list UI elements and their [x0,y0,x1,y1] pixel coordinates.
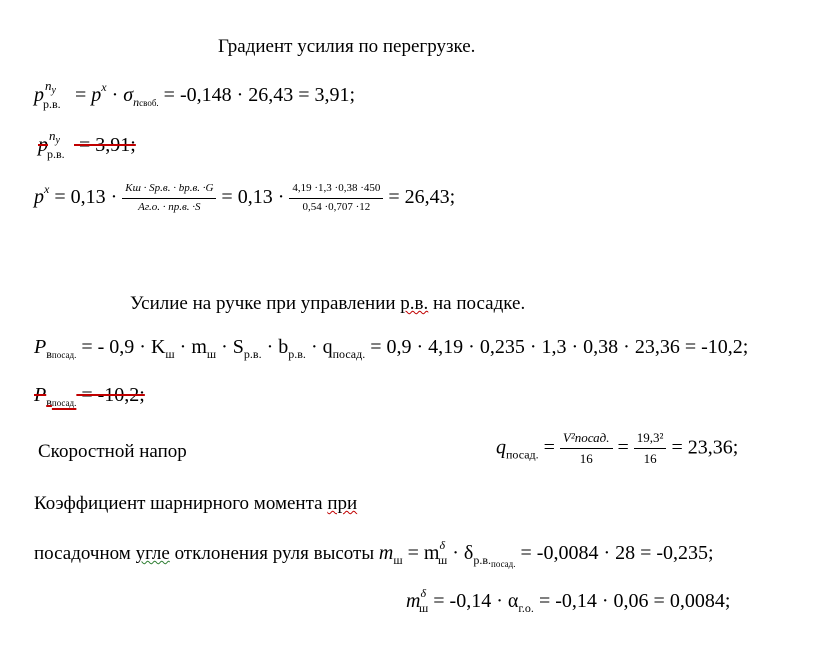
line-hinge-moment [34,493,357,515]
line8-sup-delta: δ [439,538,446,552]
line-landing-angle [34,538,714,569]
eq5-struck [34,384,145,409]
line8-m: m [378,542,394,564]
label-dynamic-pressure-text: Скоростной напор [38,441,187,462]
heading-force-rv: р.в. [400,293,429,314]
eq4-sub-sh2: ш [206,347,217,361]
eq4-rhs: = 0,9 · 4,19 · 0,235 · 1,3 · 0,38 · 23,36 = -10,2; [365,336,749,358]
line8-pre: посадочном [34,543,136,564]
eq1-sup-n: $n_y$ [45,78,56,96]
eq4-m: · m [174,336,207,358]
line8-sub-sh2: ш [438,553,448,567]
line8-sub-rv: р.в. [473,553,492,567]
eq6-sub-posad: посад. [506,447,539,462]
eq9-rhs: = -0,14 · 0,06 = 0,0084; [533,590,731,612]
eq1-x: x [101,80,107,94]
heading-force [130,293,525,315]
eq6-frac2-numerator: 19,3² [634,430,667,449]
eq3-x: x [44,182,50,196]
eq6-eq: = [538,436,560,459]
label-dynamic-pressure [38,441,187,463]
eq3-mid: = 0,13 · [216,186,290,208]
line7-pri: при [327,493,358,514]
eq3-frac2-denominator: 0,54 ·0,707 ·12 [302,200,371,213]
eq4-s: · S [216,336,244,358]
eq4-P: P [34,336,47,358]
eq6-q: q [496,436,506,459]
eq4-b: · b [261,336,289,358]
eq3-frac1-denominator: Aг.о. · nр.в. ·S [138,200,201,213]
line7-pre: Коэффициент шарнирного момента [34,493,328,514]
eq4-body: = - 0,9 · K [76,336,166,358]
heading-gradient [218,36,475,58]
eq6-fraction-symbolic [560,430,613,468]
eq6-eq2: = [612,436,634,459]
eq1-sigma: σ [123,84,134,106]
eq1-eq: = [70,84,92,106]
line8-rhs: = -0,0084 · 28 = -0,235; [515,542,714,564]
equation-3 [34,182,455,215]
line8-ugle: угле [135,543,170,564]
eq6-frac2-denominator: 16 [643,451,657,467]
line8-sub-sh: ш [393,553,403,567]
eq2-sub-rv: р.в. [47,147,65,161]
eq2-struck [38,128,136,161]
eq2-p-indices [47,128,74,161]
eq3-rhs: = 26,43; [383,186,456,208]
heading-gradient-text: Градиент усилия по перегрузке. [218,36,476,57]
eq2-sup-n: $n_y$ [49,128,60,146]
eq5-sub-posad: посад. [51,398,77,408]
eq1-dot: · [106,84,124,106]
eq6-fraction-numeric [634,430,667,468]
eq3-fraction-numeric [289,182,383,215]
eq6-frac1-denominator: 16 [579,451,593,467]
equation-2 [38,128,136,161]
eq4-q: · q [305,336,333,358]
eq4-sub-posad2: посад. [332,347,366,361]
eq4-sub-sh: ш [165,347,175,361]
eq5-rhs: = -10,2; [76,384,145,406]
line8-eq: = m [402,542,440,564]
eq3-p: p [34,186,44,208]
equation-6 [496,430,738,468]
eq4-sub-rv2: р.в. [288,347,306,361]
eq6-rhs: = 23,36; [666,436,739,459]
eq4-sub-v: в [46,347,52,361]
eq1-p: p [34,84,44,106]
eq9-sub-go: г.о. [518,601,534,615]
eq5-P: P [34,384,47,406]
eq3-frac2-numerator: 4,19 ·1,3 ·0,38 ·450 [289,182,383,199]
eq6-frac1-numerator: V²посад. [560,430,613,449]
eq5-sub-v: в [46,395,52,409]
eq4-sub-posad: посад. [51,350,77,360]
eq9-sub-sh: ш [419,601,429,615]
eq9-m: m [406,590,421,612]
eq2-rhs: = 3,91; [74,134,136,156]
line8-delta: · δ [447,542,474,564]
equation-4 [34,336,748,362]
eq1-rhs: = -0,148 · 26,43 = 3,91; [158,84,356,106]
eq1-sub-rv: р.в. [43,97,61,111]
equation-1 [34,80,355,110]
eq3-frac1-numerator: Kш · Sр.в. · bр.в. ·G [122,182,216,199]
eq3-pre: = 0,13 · [49,186,123,208]
equation-5 [34,384,145,410]
line8-post: отклонения руля высоты [169,543,379,564]
eq4-sub-rv: р.в. [243,347,262,361]
equation-9 [406,586,730,616]
eq9-mid: = -0,14 · α [428,590,519,612]
eq1-svob: своб. [139,98,159,108]
heading-force-post: на посадке. [428,293,526,314]
eq1-n: n [133,95,140,109]
eq1-px: p [91,84,102,106]
eq3-fraction-symbolic [122,182,216,215]
line8-sub-posad: посад. [491,559,516,569]
eq1-p-indices [43,78,70,111]
heading-force-pre: Усилие на ручке при управлении [130,293,401,314]
eq2-p: p [38,134,48,156]
eq9-sup-delta: δ [420,586,427,600]
